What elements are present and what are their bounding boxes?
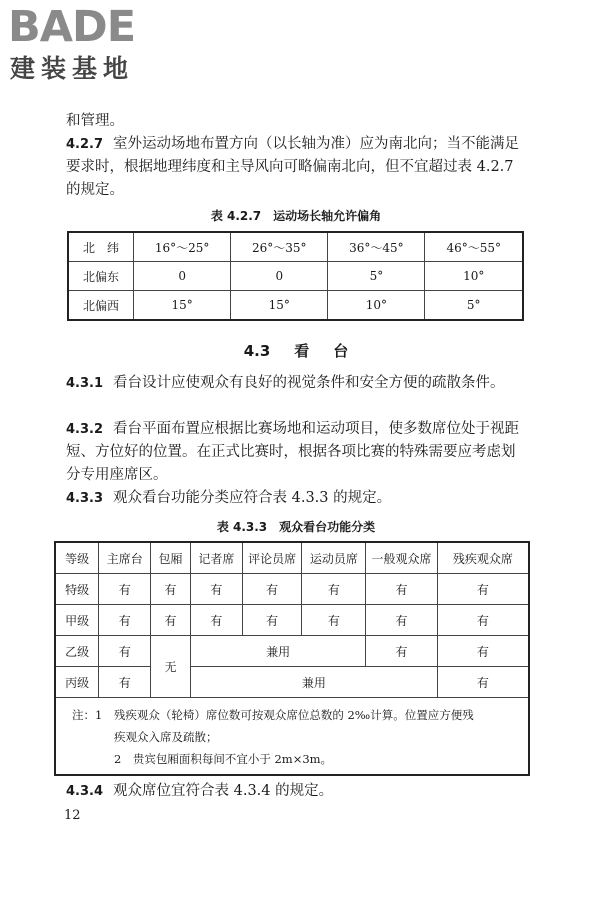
clause-text: 观众席位宜符合表 4.3.4 的规定。	[113, 783, 334, 799]
note-1	[72, 704, 516, 726]
table-cell: 0	[134, 262, 231, 291]
section-number: 4.3	[243, 342, 271, 360]
table-cell: 有	[99, 667, 151, 698]
header-cell: 一般观众席	[366, 542, 438, 574]
clause-text: 看台平面布置应根据比赛场地和运动项目，使多数席位处于视距短、方位好的位置。在正式比赛时，根据各项比赛的特殊需要应考虑划分专用座席区。	[66, 421, 520, 483]
table-cell: 有	[302, 574, 366, 605]
table-cell: 有	[242, 605, 302, 636]
clause-number: 4.2.7	[66, 137, 104, 152]
table-cell: 有	[151, 605, 191, 636]
clause-4-3-4	[66, 780, 526, 803]
note-2	[72, 748, 516, 770]
table-cell: 有	[151, 574, 191, 605]
logo-brand: BADE	[8, 2, 136, 52]
table-cell: 有	[99, 605, 151, 636]
table-4-2-7	[67, 231, 524, 321]
note-number: 2	[114, 752, 122, 766]
intro-text: 和管理。	[66, 113, 124, 129]
table-cell: 丙级	[55, 667, 99, 698]
table-cell: 15°	[231, 291, 328, 321]
table-cell: 有	[437, 605, 529, 636]
clause-4-3-2	[66, 418, 526, 487]
clause-number: 4.3.3	[66, 491, 104, 506]
table-header-row	[55, 542, 529, 574]
header-cell: 36°～45°	[328, 232, 425, 262]
table-cell: 有	[366, 574, 438, 605]
table-cell: 有	[366, 605, 438, 636]
header-cell: 等级	[55, 542, 99, 574]
table-cell: 有	[366, 636, 438, 667]
table-row	[68, 291, 523, 321]
page-number: 12	[64, 808, 81, 823]
section-title-part: 看	[294, 342, 310, 360]
clause-4-3-3	[66, 487, 526, 510]
header-cell: 26°～35°	[231, 232, 328, 262]
header-cell: 包厢	[151, 542, 191, 574]
table-cell: 北偏东	[68, 262, 134, 291]
header-cell: 16°～25°	[134, 232, 231, 262]
table-row	[55, 667, 529, 698]
table-row	[55, 605, 529, 636]
header-cell: 评论员席	[242, 542, 302, 574]
table-cell: 5°	[328, 262, 425, 291]
table-4-3-3-caption: 表 4.3.3 观众看台功能分类	[216, 520, 376, 534]
clause-text: 观众看台功能分类应符合表 4.3.3 的规定。	[113, 490, 392, 506]
header-cell: 46°～55°	[425, 232, 523, 262]
table-cell-merged: 兼用	[190, 636, 365, 667]
table-row	[55, 636, 529, 667]
clause-text: 看台设计应使观众有良好的视觉条件和安全方便的疏散条件。	[113, 375, 505, 391]
table-cell: 10°	[328, 291, 425, 321]
table-row	[68, 262, 523, 291]
section-4-3-heading	[66, 340, 526, 361]
table-cell: 甲级	[55, 605, 99, 636]
clause-4-2-7	[66, 133, 526, 202]
table-cell: 有	[437, 667, 529, 698]
table-cell: 有	[190, 574, 242, 605]
logo	[8, 4, 178, 84]
table-cell-merged: 无	[151, 636, 191, 698]
table-cell: 15°	[134, 291, 231, 321]
table-cell: 有	[437, 574, 529, 605]
table-cell: 有	[99, 574, 151, 605]
header-cell: 残疾观众席	[437, 542, 529, 574]
header-cell: 北 纬	[68, 232, 134, 262]
table-header-row	[68, 232, 523, 262]
table-cell: 特级	[55, 574, 99, 605]
note-text: 贵宾包厢面积每间不宜小于 2m×3m。	[132, 752, 333, 766]
table-cell: 0	[231, 262, 328, 291]
header-cell: 运动员席	[302, 542, 366, 574]
table-cell: 有	[302, 605, 366, 636]
table-cell-merged: 兼用	[190, 667, 437, 698]
note-text: 残疾观众（轮椅）席位数可按观众席位总数的 2‰计算。位置应方便残	[113, 708, 474, 722]
table-cell: 5°	[425, 291, 523, 321]
clause-number: 4.3.2	[66, 422, 104, 437]
table-cell: 有	[190, 605, 242, 636]
table-cell: 有	[242, 574, 302, 605]
clause-number: 4.3.4	[66, 784, 104, 799]
clause-number: 4.3.1	[66, 376, 104, 391]
table-notes	[55, 698, 529, 776]
note-lead: 注：1	[72, 708, 103, 722]
section-title-part: 台	[333, 342, 349, 360]
table-cell: 乙级	[55, 636, 99, 667]
clause-text: 室外运动场地布置方向（以长轴为准）应为南北向；当不能满足要求时，根据地理纬度和主导风向可略偏南北向，但不宜超过表 4.2.7 的规定。	[66, 136, 520, 198]
table-4-3-3	[54, 541, 530, 776]
table-row	[55, 574, 529, 605]
table-cell: 10°	[425, 262, 523, 291]
table-cell: 有	[99, 636, 151, 667]
logo-subtitle: 建装基地	[10, 54, 135, 83]
table-cell: 有	[437, 636, 529, 667]
note-1-continued: 疾观众入席及疏散；	[114, 730, 218, 744]
table-cell: 北偏西	[68, 291, 134, 321]
header-cell: 记者席	[190, 542, 242, 574]
table-4-2-7-caption: 表 4.2.7 运动场长轴允许偏角	[210, 209, 382, 223]
clause-4-3-1	[66, 372, 526, 395]
table-notes-row	[55, 698, 529, 776]
header-cell: 主席台	[99, 542, 151, 574]
